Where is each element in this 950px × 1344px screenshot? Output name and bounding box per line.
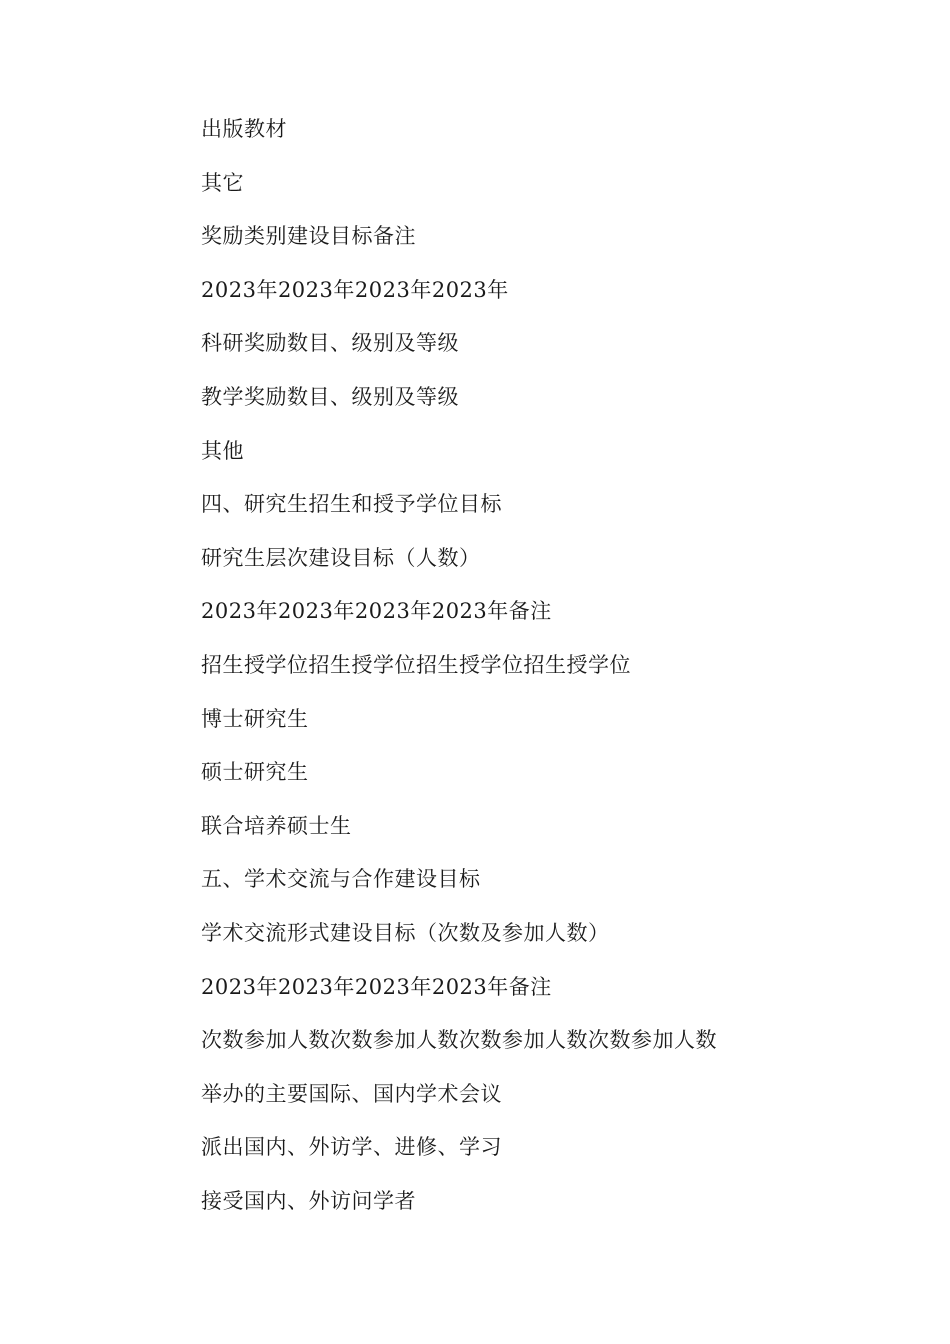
line-graduate-level-header: 研究生层次建设目标（人数） [201, 545, 481, 570]
line-exchange-form-header: 学术交流形式建设目标（次数及参加人数） [201, 920, 610, 945]
line-count-participants-header: 次数参加人数次数参加人数次数参加人数次数参加人数 [201, 1028, 717, 1053]
line-conferences-hosted: 举办的主要国际、国内学术会议 [201, 1081, 502, 1106]
line-year-header-3: 2023年2023年2023年2023年备注 [201, 974, 552, 999]
line-teaching-awards: 教学奖励数目、级别及等级 [201, 384, 459, 409]
line-other-1: 其它 [201, 170, 244, 195]
line-visiting-scholars: 接受国内、外访问学者 [201, 1188, 416, 1213]
line-textbooks-published: 出版教材 [201, 117, 287, 141]
section-heading-academic-exchange: 五、学术交流与合作建设目标 [201, 867, 481, 892]
line-joint-masters: 联合培养硕士生 [201, 813, 352, 838]
document-body [201, 112, 717, 1237]
line-year-header-2: 2023年2023年2023年2023年备注 [201, 599, 552, 624]
line-visits-sent: 派出国内、外访学、进修、学习 [201, 1135, 502, 1160]
line-award-category-header: 奖励类别建设目标备注 [201, 224, 416, 249]
line-doctoral: 博士研究生 [201, 706, 309, 731]
line-other-2: 其他 [201, 438, 244, 463]
section-heading-graduate-enrollment: 四、研究生招生和授予学位目标 [201, 492, 502, 517]
line-enroll-degree-header: 招生授学位招生授学位招生授学位招生授学位 [201, 652, 631, 677]
line-masters: 硕士研究生 [201, 760, 309, 785]
line-research-awards: 科研奖励数目、级别及等级 [201, 331, 459, 356]
line-year-header-1: 2023年2023年2023年2023年 [201, 277, 509, 302]
